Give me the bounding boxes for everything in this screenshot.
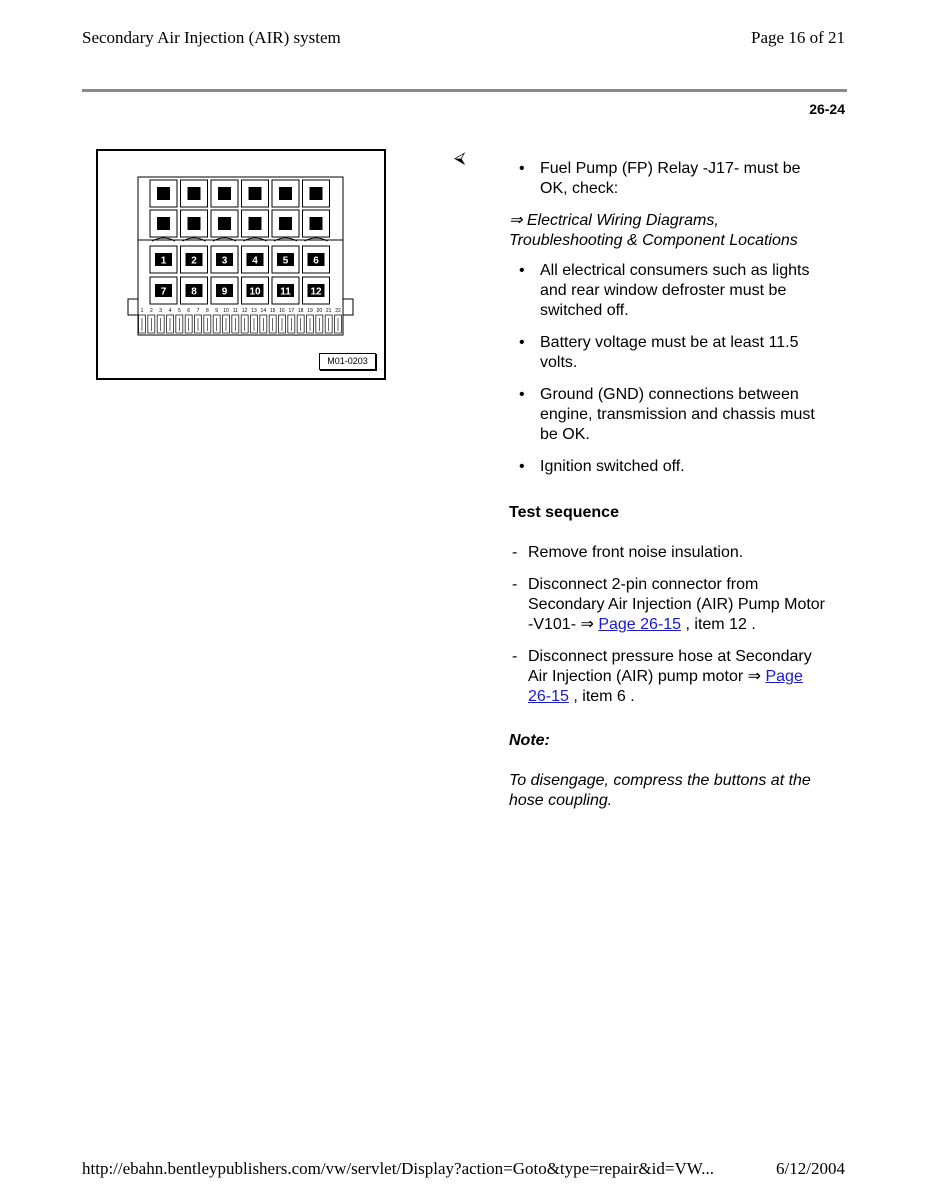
relay-socket-contact: [188, 217, 201, 230]
arrow-right-icon: ⇒: [509, 212, 523, 229]
bullet-fuel-pump: • Fuel Pump (FP) Relay -J17- must be OK, check:: [509, 159, 829, 199]
pin-number: 3: [159, 308, 163, 314]
fuse-position-number: 10: [249, 286, 261, 298]
step-item: [509, 575, 829, 635]
pin-number: 16: [279, 308, 285, 314]
pin-number: 8: [205, 308, 209, 314]
header-page-count: Page 16 of 21: [751, 28, 845, 47]
pin-number: 7: [196, 308, 200, 314]
bullet-item: • All electrical consumers such as lights and rear window defroster must be switched off.: [509, 261, 829, 321]
header-rule: [82, 89, 847, 92]
step-item: [509, 647, 829, 707]
pin-number: 15: [269, 308, 276, 314]
relay-socket-contact: [218, 217, 231, 230]
fuse-position-number: 3: [221, 255, 228, 267]
page-link[interactable]: Page 26-15: [528, 668, 803, 705]
fuse-position-number: 9: [221, 286, 228, 298]
fuse-position-number: 5: [282, 255, 289, 267]
relay-socket-contact: [249, 217, 262, 230]
pin-number: 19: [307, 308, 313, 314]
pin-number: 5: [177, 308, 181, 314]
test-sequence-heading: Test sequence: [509, 504, 619, 521]
pin-number: 2: [149, 308, 153, 314]
fuse-position-number: 8: [191, 286, 197, 298]
figure-label: M01-0203: [319, 353, 376, 370]
relay-socket-contact: [310, 187, 323, 200]
pin-number: 21: [325, 308, 332, 314]
pin-number: 20: [316, 308, 323, 314]
bullet-item: • Ground (GND) connections between engine, transmission and chassis must be OK.: [509, 385, 829, 445]
fuse-position-number: 7: [160, 286, 167, 298]
relay-socket-contact: [218, 187, 231, 200]
fuse-position-number: 11: [280, 286, 291, 298]
pin-number: 17: [288, 308, 295, 314]
footer-url: http://ebahn.bentleypublishers.com/vw/servlet/Display?action=Goto&type=repair&id=VW...: [82, 1159, 714, 1178]
fuse-position-number: 4: [252, 255, 258, 267]
bullet-item: • Battery voltage must be at least 11.5 volts.: [509, 333, 829, 373]
fuse-position-number: 12: [310, 286, 322, 298]
pin-number: 10: [223, 308, 229, 314]
pin-number: 6: [187, 308, 191, 314]
relay-socket-contact: [310, 217, 323, 230]
page-link[interactable]: Page 26-15: [598, 616, 682, 633]
step-text: Disconnect pressure hose at Secondary Air Injection (AIR) pump motor ⇒: [528, 648, 812, 685]
header-title: Secondary Air Injection (AIR) system: [82, 28, 341, 47]
relay-socket-contact: [279, 217, 292, 230]
relay-panel-figure: [96, 149, 386, 380]
fuse-position-number: 1: [160, 255, 167, 267]
pin-number: 14: [260, 308, 267, 314]
cross-reference: [509, 211, 829, 251]
relay-socket-contact: [249, 187, 262, 200]
pin-number: 12: [241, 308, 248, 314]
fuse-position-number: 6: [313, 255, 319, 267]
relay-panel-drawing: [98, 151, 384, 378]
relay-socket-contact: [157, 187, 170, 200]
cross-reference-text: Electrical Wiring Diagrams, Troubleshooting & Component Locations: [509, 212, 798, 249]
note-text: To disengage, compress the buttons at the hose coupling.: [509, 772, 811, 809]
relay-socket-contact: [279, 187, 292, 200]
pin-number: 11: [232, 308, 238, 314]
step-text: , item 6 .: [568, 688, 635, 705]
pin-number: 22: [335, 308, 341, 314]
relay-socket-contact: [157, 217, 170, 230]
relay-socket-contact: [188, 187, 201, 200]
housing-tab-left: [128, 299, 138, 315]
step-text: , item 12 .: [681, 616, 756, 633]
fuse-position-number: 2: [191, 255, 197, 267]
page-number: 26-24: [809, 101, 845, 117]
housing-tab-right: [343, 299, 353, 315]
pin-number: 9: [215, 308, 219, 314]
pin-number: 4: [168, 308, 172, 314]
pin-number: 13: [251, 308, 257, 314]
pin-number: 1: [140, 308, 144, 314]
main-content: [509, 159, 829, 811]
step-text: Disconnect 2-pin connector from Secondary Air Injection (AIR) Pump Motor -V101- ⇒: [528, 576, 826, 633]
bullet-item: • Ignition switched off.: [509, 457, 829, 477]
pin-number: 18: [297, 308, 304, 314]
note-heading: Note:: [509, 732, 550, 749]
footer-date: 6/12/2004: [776, 1159, 845, 1178]
step-item: - Remove front noise insulation.: [509, 543, 829, 563]
arrow-marker-icon: ⮘: [454, 150, 466, 167]
